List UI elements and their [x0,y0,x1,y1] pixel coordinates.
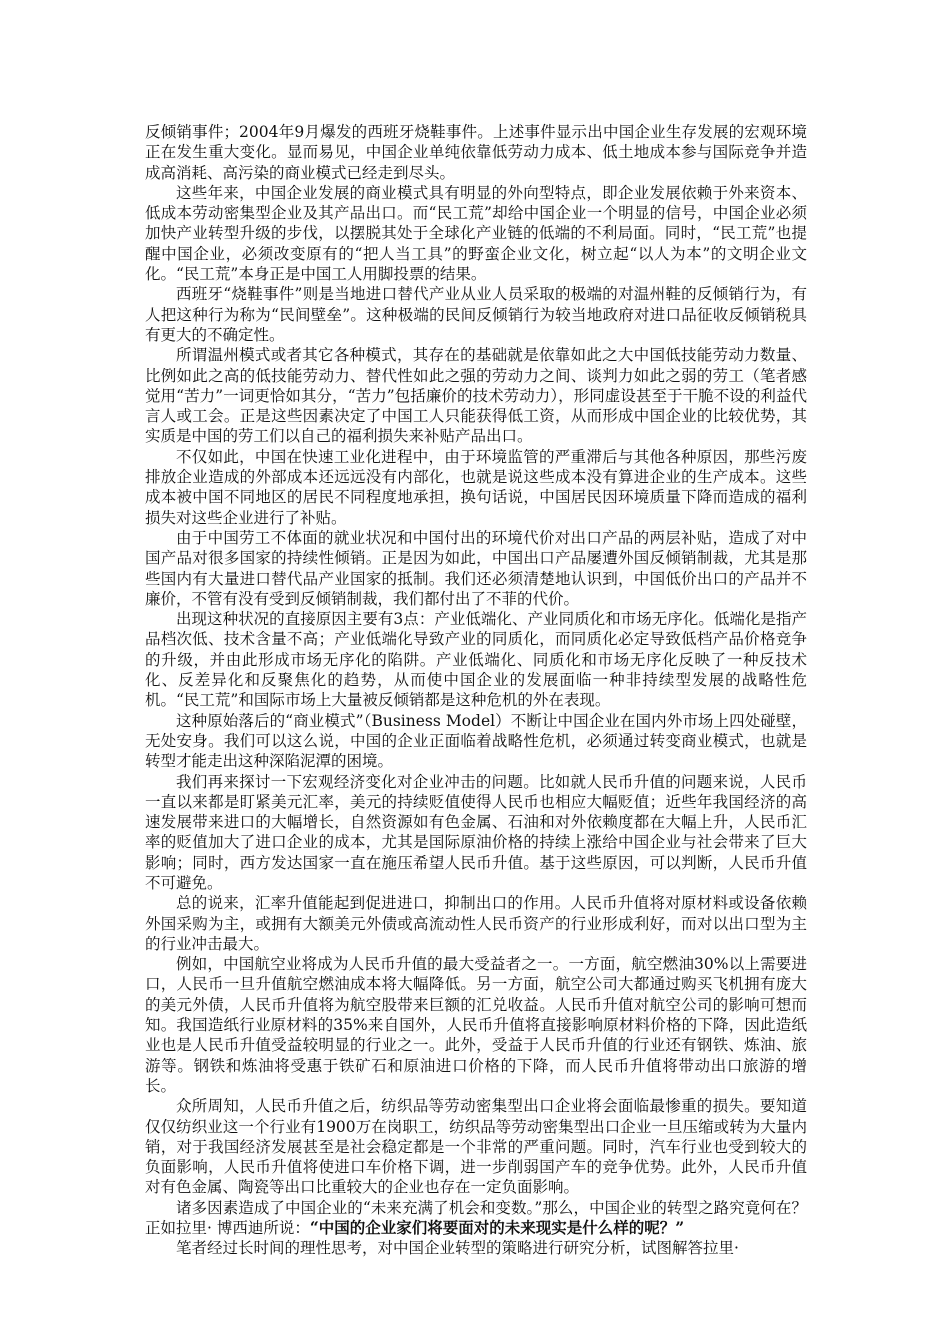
paragraph: 众所周知，人民币升值之后，纺织品等劳动密集型出口企业将会面临最惨重的损失。要知道仅仅纺织业这一个行业有1900万在岗职工，纺织品等劳动密集型出口企业一旦压缩或转为大量内销，对于我国经济发展甚至是社会稳定都是一个非常的严重问题。同时，汽车行业也受到较大的负面影响，人民币升值将使进口车价格下调，进一步削弱国产车的竞争优势。此外，人民币升值对有色金属、陶瓷等出口比重较大的企业也存在一定负面影响。 [145,1097,807,1197]
paragraph: 例如，中国航空业将成为人民币升值的最大受益者之一。一方面，航空燃油30%以上需要进口，人民币一旦升值航空燃油成本将大幅降低。另一方面，航空公司大都通过购买飞机拥有庞大的美元外债，人民币升值将为航空股带来巨额的汇兑收益。人民币升值对航空公司的影响可想而知。我国造纸行业原材料的35%来自国外，人民币升值将直接影响原材料价格的下降，因此造纸业也是人民币升值受益较明显的行业之一。此外，受益于人民币升值的行业还有钢铁、炼油、旅游等。钢铁和炼油将受惠于铁矿石和原油进口价格的下降，而人民币升值将带动出口旅游的增长。 [145,955,807,1095]
paragraph: 我们再来探讨一下宏观经济变化对企业冲击的问题。比如就人民币升值的问题来说，人民币一直以来都是盯紧美元汇率，美元的持续贬值使得人民币也相应大幅贬值；近些年我国经济的高速发展带来进口的大幅增长，自然资源如有色金属、石油和对外依赖度都在大幅上升，人民币汇率的贬值加大了进口企业的成本，尤其是国际原油价格的持续上涨给中国企业与社会带来了巨大影响；同时，西方发达国家一直在施压希望人民币升值。基于这些原因，可以判断，人民币升值不可避免。 [145,772,807,892]
paragraph: 总的说来，汇率升值能起到促进进口，抑制出口的作用。人民币升值将对原材料或设备依赖外国采购为主，或拥有大额美元外债或高流动性人民币资产的行业形成利好，而对以出口型为主的行业冲击最大。 [145,894,807,953]
paragraph: 西班牙“烧鞋事件”则是当地进口替代产业从业人员采取的极端的对温州鞋的反倾销行为，有人把这种行为称为“民间壁垒”。这种极端的民间反倾销行为较当地政府对进口品征收反倾销税具有更大的不确定性。 [145,285,807,344]
document-page [145,122,807,1259]
paragraph-text: 诸多因素造成了中国企业的“未来充满了机会和变数。”那么，中国企业的转型之路究竟何在？正如拉里· 博西迪所说： [145,1198,807,1238]
paragraph: 由于中国劳工不体面的就业状况和中国付出的环境代价对出口产品的两层补贴，造成了对中国产品对很多国家的持续性倾销。正是因为如此，中国出口产品屡遭外国反倾销制裁，尤其是那些国内有大量进口替代品产业国家的抵制。我们还必须清楚地认识到，中国低价出口的产品并不廉价，不管有没有受到反倾销制裁，我们都付出了不菲的代价。 [145,528,807,608]
paragraph: 不仅如此，中国在快速工业化进程中，由于环境监管的严重滞后与其他各种原因，那些污废排放企业造成的外部成本还远远没有内部化，也就是说这些成本没有算进企业的生产成本。这些成本被中国不同地区的居民不同程度地承担，换句话说，中国居民因环境质量下降而造成的福利损失对这些企业进行了补贴。 [145,447,807,527]
paragraph: 这些年来，中国企业发展的商业模式具有明显的外向型特点，即企业发展依赖于外来资本、低成本劳动密集型企业及其产品出口。而“民工荒”却给中国企业一个明显的信号，中国企业必须加快产业转型升级的步伐，以摆脱其处于全球化产业链的低端的不利局面。同时，“民工荒”也提醒中国企业，必须改变原有的“把人当工具”的野蛮企业文化，树立起“以人为本”的文明企业文化。“民工荒”本身正是中国工人用脚投票的结果。 [145,183,807,284]
paragraph-with-quote [145,1198,807,1239]
bold-quote: “中国的企业家们将要面对的未来现实是什么样的呢？” [309,1218,685,1238]
paragraph: 反倾销事件；2004年9月爆发的西班牙烧鞋事件。上述事件显示出中国企业生存发展的宏观环境正在发生重大变化。显而易见，中国企业单纯依靠低劳动力成本、低土地成本参与国际竞争并造成高消耗、高污染的商业模式已经走到尽头。 [145,123,807,182]
paragraph: 这种原始落后的“商业模式”（Business Model）不断让中国企业在国内外市场上四处碰壁，无处安身。我们可以这么说，中国的企业正面临着战略性危机，必须通过转变商业模式，也就是转型才能走出这种深陷泥潭的困境。 [145,711,807,771]
paragraph: 出现这种状况的直接原因主要有3点：产业低端化、产业同质化和市场无序化。低端化是指产品档次低、技术含量不高；产业低端化导致产业的同质化，而同质化必定导致低档产品价格竞争的升级，并由此形成市场无序化的陷阱。产业低端化、同质化和市场无序化反映了一种反技术化、反差异化和反聚焦化的趋势，从而使中国企业的发展面临一种非持续型发展的战略性危机。“民工荒”和国际市场上大量被反倾销都是这种危机的外在表现。 [145,610,807,710]
paragraph: 所谓温州模式或者其它各种模式，其存在的基础就是依靠如此之大中国低技能劳动力数量、比例如此之高的低技能劳动力、替代性如此之强的劳动力之间、谈判力如此之弱的劳工（笔者感觉用“苦力”一词更恰如其分，“苦力”包括廉价的技术劳动力），形同虚设甚至于干脆不设的利益代言人或工会。正是这些因素决定了中国工人只能获得低工资，从而形成中国企业的比较优势，其实质是中国的劳工们以自己的福利损失来补贴产品出口。 [145,346,807,446]
paragraph: 笔者经过长时间的理性思考，对中国企业转型的策略进行研究分析，试图解答拉里· [176,1239,739,1258]
